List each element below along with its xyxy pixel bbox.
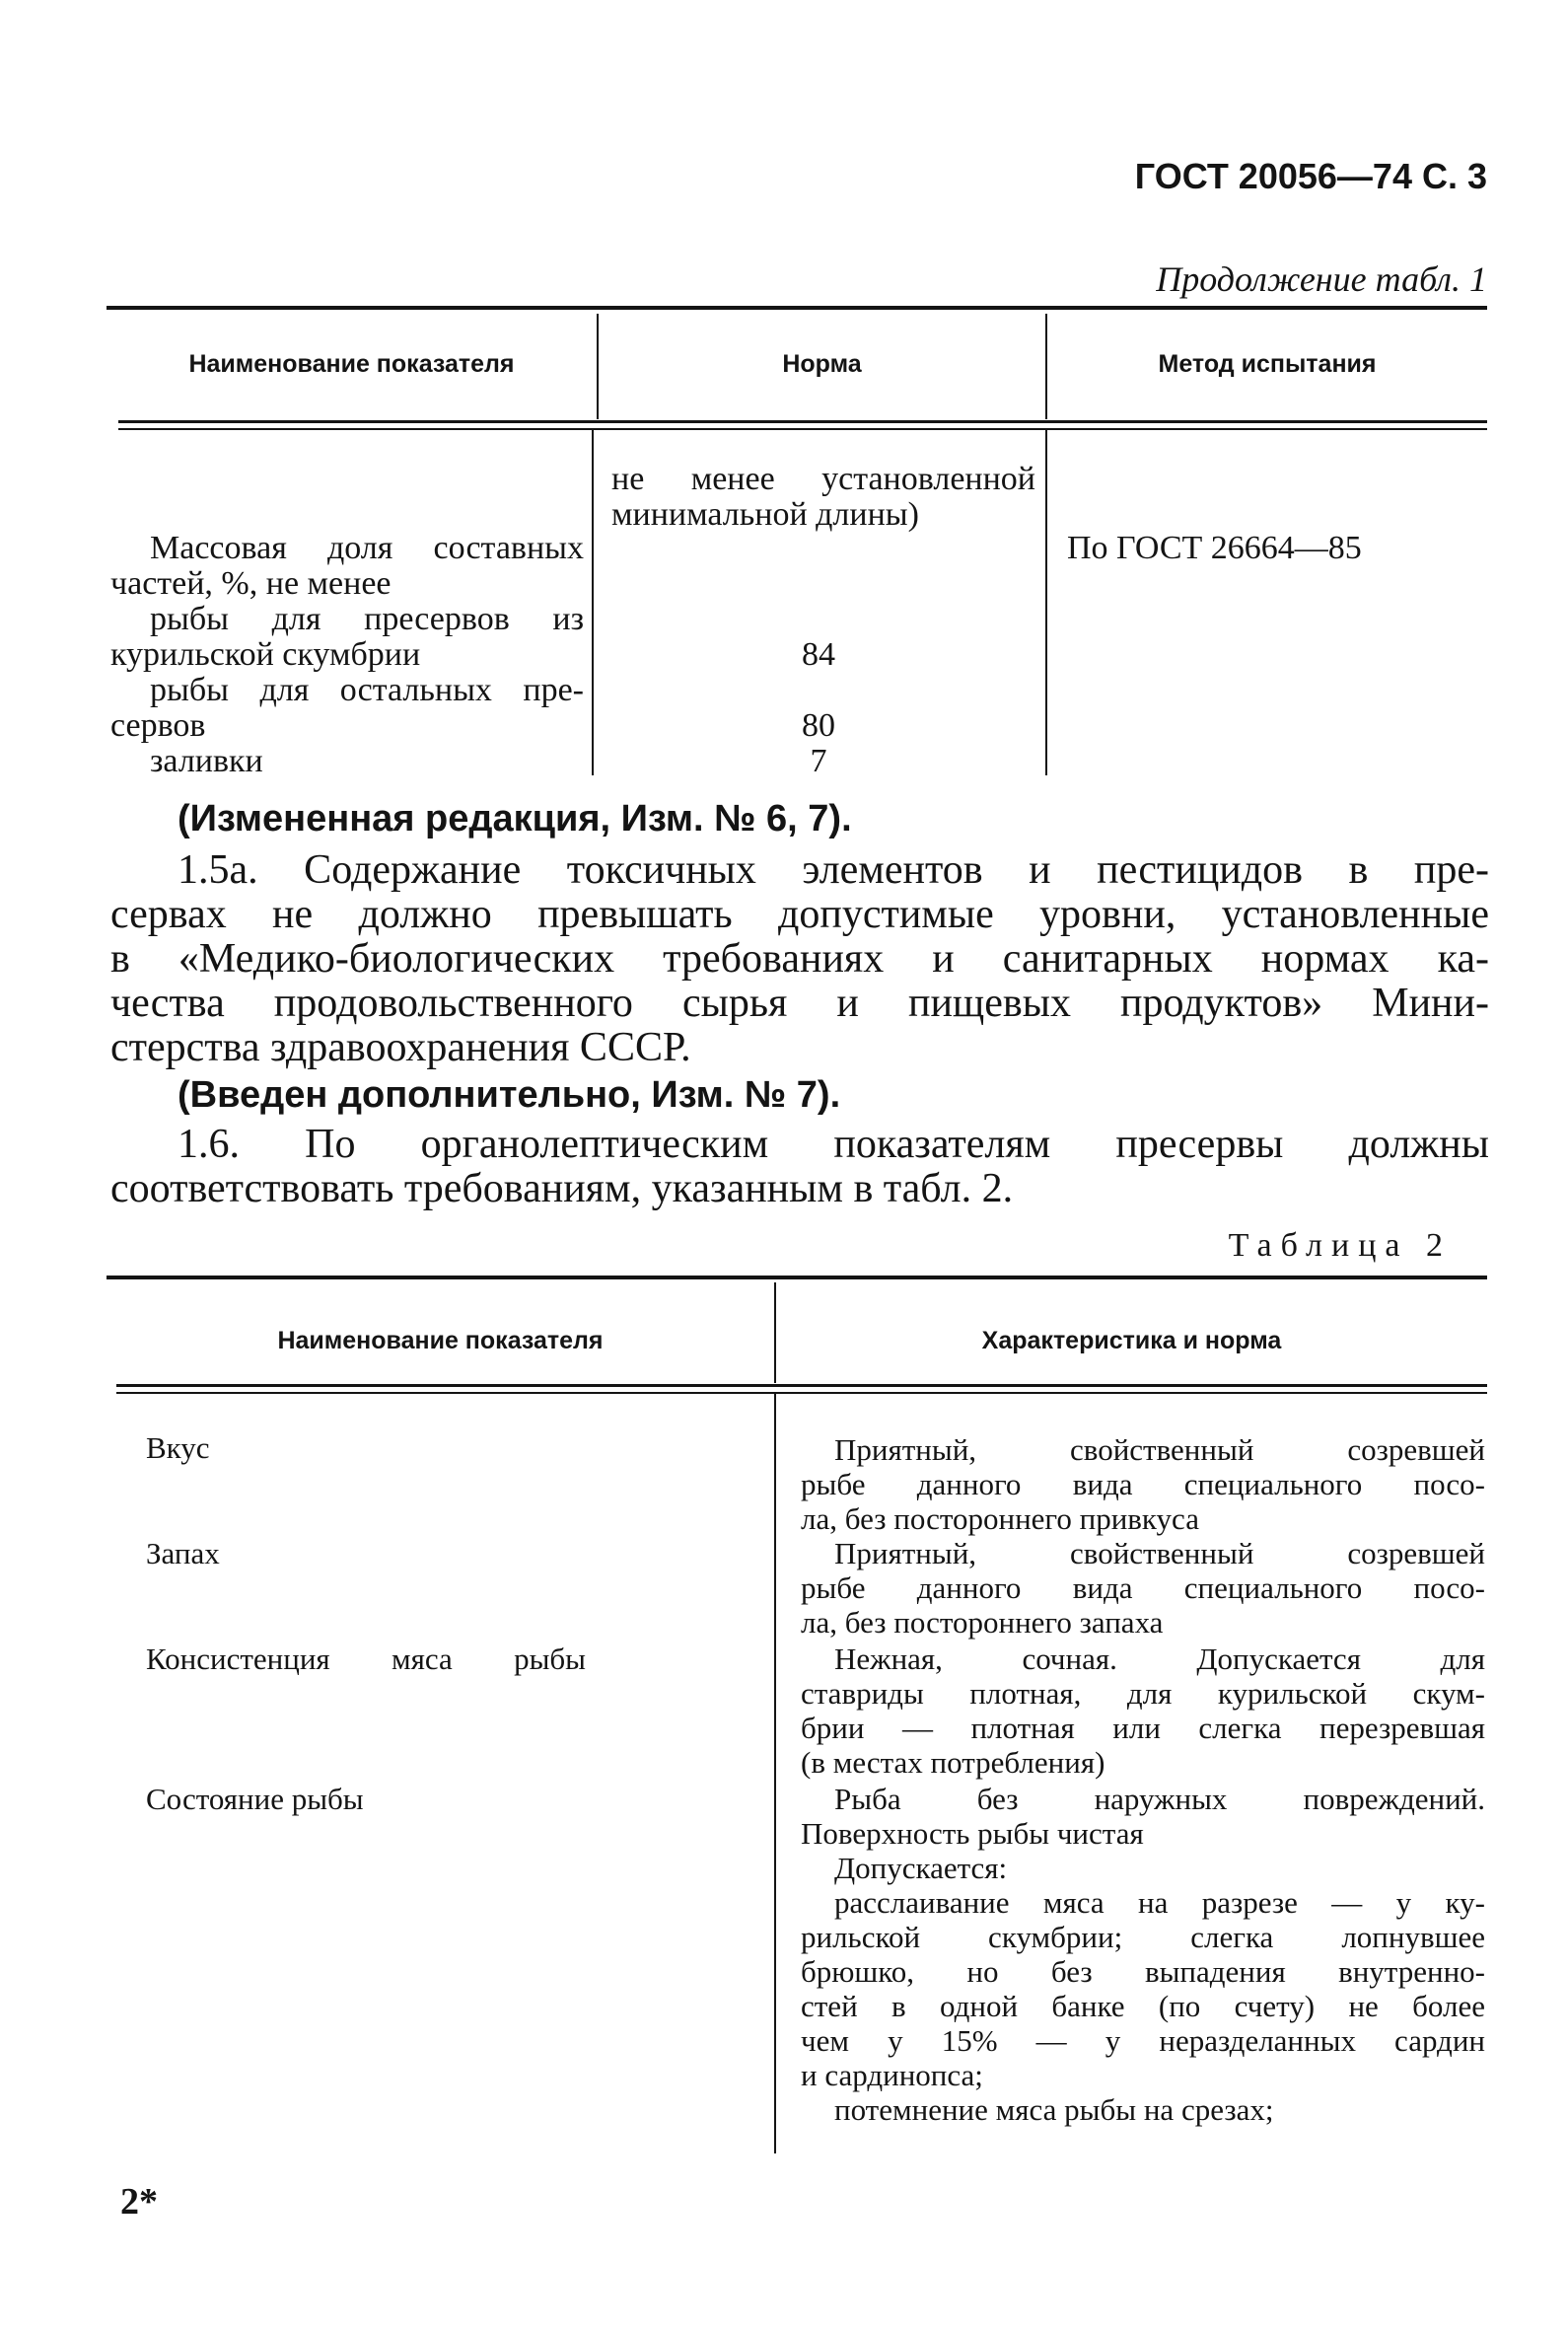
standard-number: ГОСТ 20056—74 С. 3 <box>1134 156 1487 196</box>
para-1-5a-line-2: сервах не должно превышать допустимые уровни, установленные <box>110 892 1489 937</box>
amendment-note-7: (Введен дополнительно, Изм. № 7). <box>178 1074 841 1116</box>
table-row-condition-name: Состояние рыбы <box>146 1782 364 1816</box>
table-1-header-rule-a <box>118 420 1487 423</box>
table-2-top-rule <box>107 1276 1487 1279</box>
indicator-name-line-1: Массовая доля составных <box>150 530 584 566</box>
table-1-header-rule-b <box>118 428 1487 430</box>
para-1-5a-line-3: в «Медико-биологических требованиях и санитарных нормах ка- <box>110 936 1489 982</box>
table-row-taste-desc-2: рыбе данного вида специального посо- <box>801 1467 1485 1501</box>
table-2-header-name: Наименование показателя <box>277 1327 604 1354</box>
table-row-consistency-desc-3: брии — плотная или слегка перезревшая <box>801 1711 1485 1745</box>
table-row-taste-name: Вкус <box>146 1430 210 1465</box>
table-2-header-rule-a <box>116 1384 1487 1387</box>
indicator-name-line-5: рыбы для остальных пре- <box>150 672 584 708</box>
table-row-consistency-desc-4: (в местах потребления) <box>801 1745 1105 1780</box>
table-2-body-divider <box>774 1394 776 2153</box>
table-row-condition-desc-2: Поверхность рыбы чистая <box>801 1816 1144 1851</box>
test-method: По ГОСТ 26664—85 <box>1067 530 1362 566</box>
table-1-header-method: Метод испытания <box>1158 350 1377 378</box>
table-row-smell-desc-2: рыбе данного вида специального посо- <box>801 1570 1485 1605</box>
amendment-note-6-7: (Измененная редакция, Изм. № 6, 7). <box>178 798 852 839</box>
table-1-top-rule <box>107 306 1487 310</box>
indicator-name-line-4: курильской скумбрии <box>110 636 421 673</box>
table-1-header-norm: Норма <box>782 350 862 378</box>
table-row-condition-desc-9: и сардинопса; <box>801 2058 983 2092</box>
indicator-name-line-2: частей, %, не менее <box>110 565 392 602</box>
table-row-smell-desc-3: ла, без постороннего запаха <box>801 1605 1164 1640</box>
norm-value-fill: 7 <box>810 743 827 779</box>
para-1-5a-line-1: 1.5а. Содержание токсичных элементов и пестицидов в пре- <box>178 847 1489 893</box>
table-row-consistency-name: Консистенция мяса рыбы <box>146 1641 586 1676</box>
table-row-taste-desc-3: ла, без постороннего привкуса <box>801 1501 1199 1536</box>
table-row-taste-desc-1: Приятный, свойственный созревшей <box>834 1432 1485 1467</box>
table-1-body-divider-2 <box>1045 430 1047 775</box>
norm-continuation-line-2: минимальной длины) <box>611 496 919 533</box>
indicator-name-line-6: сервов <box>110 707 206 744</box>
table-row-smell-desc-1: Приятный, свойственный созревшей <box>834 1536 1485 1570</box>
table-row-condition-desc-7: стей в одной банке (по счету) не более <box>801 1989 1485 2023</box>
norm-value-other-preserves: 80 <box>802 707 835 744</box>
table-2-header-characteristic: Характеристика и норма <box>981 1327 1282 1354</box>
table-row-condition-desc-3: Допускается: <box>834 1851 1008 1885</box>
norm-continuation-line-1: не менее установленной <box>611 461 1035 497</box>
table-row-condition-desc-1: Рыба без наружных повреждений. <box>834 1782 1485 1816</box>
table-row-smell-name: Запах <box>146 1536 220 1570</box>
table-1-body-divider-1 <box>592 430 594 775</box>
para-1-6-line-2: соответствовать требованиям, указанным в табл. 2. <box>110 1166 1014 1211</box>
table-2-label: Таблица 2 <box>1228 1227 1452 1264</box>
table-row-condition-desc-10: потемнение мяса рыбы на срезах; <box>834 2092 1274 2127</box>
table-2-header-rule-b <box>116 1392 1487 1394</box>
table-row-consistency-desc-1: Нежная, сочная. Допускается для <box>834 1641 1485 1676</box>
page-mark: 2* <box>120 2181 158 2223</box>
table-row-condition-desc-5: рильской скумбрии; слегка лопнувшее <box>801 1920 1485 1954</box>
indicator-name-line-7: заливки <box>150 743 263 779</box>
table-1-header-name: Наименование показателя <box>188 350 515 378</box>
para-1-6-line-1: 1.6. По органолептическим показателям пресервы должны <box>178 1122 1489 1167</box>
norm-value-kuril-mackerel: 84 <box>802 636 835 673</box>
table-row-condition-desc-4: расслаивание мяса на разрезе — у ку- <box>834 1885 1485 1920</box>
table-row-condition-desc-8: чем у 15% — у неразделанных сардин <box>801 2023 1485 2058</box>
para-1-5a-line-4: чества продовольственного сырья и пищевых продуктов» Мини- <box>110 981 1489 1026</box>
continuation-label: Продолжение табл. 1 <box>1156 259 1487 299</box>
para-1-5a-line-5: стерства здравоохранения СССР. <box>110 1025 691 1070</box>
table-row-condition-desc-6: брюшко, но без выпадения внутренно- <box>801 1954 1485 1989</box>
indicator-name-line-3: рыбы для пресервов из <box>150 601 584 637</box>
table-row-consistency-desc-2: ставриды плотная, для курильской скум- <box>801 1676 1485 1711</box>
